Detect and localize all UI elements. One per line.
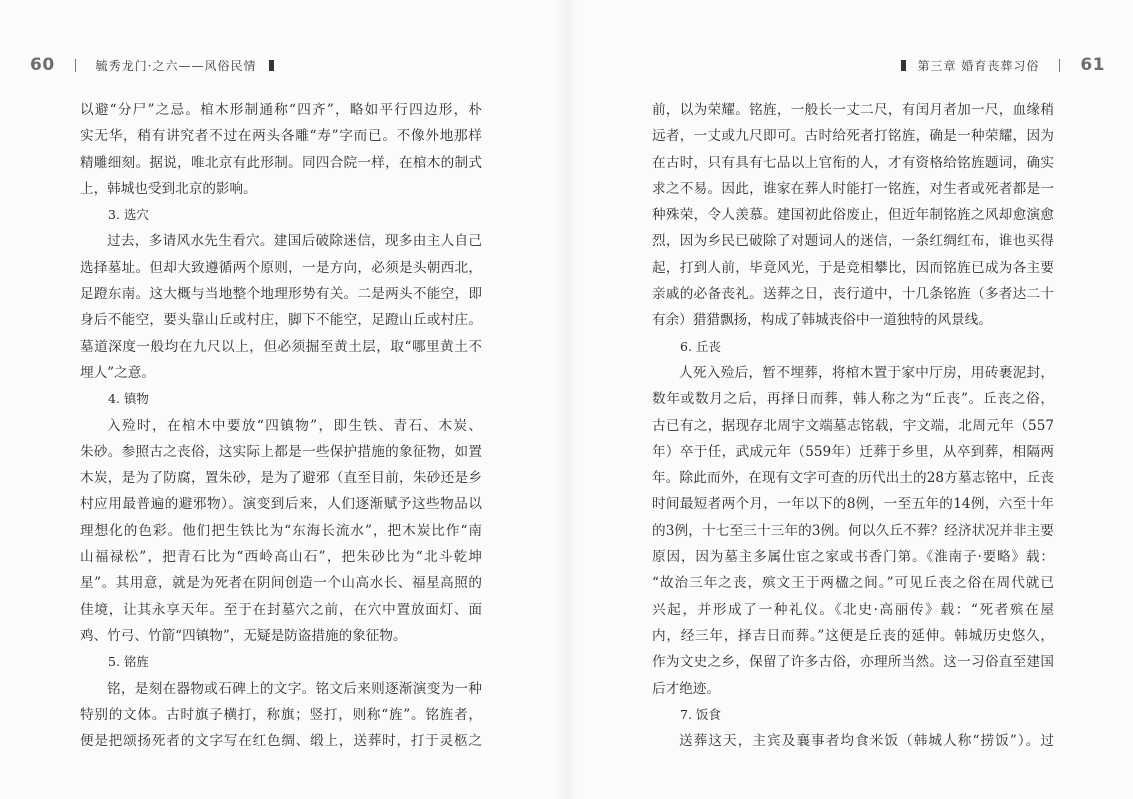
text-line: 后才绝迹。 bbox=[652, 680, 720, 697]
right-page-body bbox=[652, 97, 1054, 754]
text-line: “故治三年之丧，殡文王于两楹之间。”可见丘丧之俗在周代就已 bbox=[652, 575, 1054, 592]
text-line: 亲戚的必备丧礼。送葬之日，丧行道中，十几条铭旌（多者达二十 bbox=[652, 286, 1054, 303]
section-heading: 5. 铭旌 bbox=[108, 654, 149, 670]
text-line: 过去，多请风水先生看穴。建国后破除迷信，现多由主人自己 bbox=[107, 233, 482, 250]
text-line: 有余）猎猎飘扬，构成了韩城丧俗中一道独特的风景线。 bbox=[652, 312, 992, 329]
left-page-body bbox=[80, 97, 482, 754]
text-line: 铭，是刻在器物或石碑上的文字。铭文后来则逐渐演变为一种 bbox=[107, 680, 482, 697]
left-page-number: 60 bbox=[30, 55, 55, 75]
text-line: 星”。其用意，就是为死者在阴间创造一个山高水长、福星高照的 bbox=[80, 575, 482, 592]
text-line: 的3例，十七至三十三年的3例。何以久丘不葬？经济状况并非主要 bbox=[652, 522, 1054, 539]
text-line: 原因，因为墓主多属仕宦之家或书香门第。《淮南子·要略》载： bbox=[652, 549, 1054, 566]
section-heading: 3. 选穴 bbox=[108, 207, 149, 223]
text-line: 人死入殓后，暂不埋葬，将棺木置于家中厅房，用砖裹泥封， bbox=[679, 364, 1054, 381]
right-page-number: 61 bbox=[1080, 55, 1105, 75]
right-running-title: 第三章 婚育丧葬习俗 bbox=[917, 58, 1040, 73]
text-line: 入殓时，在棺木中要放“四镇物”，即生铁、青石、木炭、 bbox=[107, 417, 482, 434]
left-running-title: 毓秀龙门·之六——风俗民情 bbox=[95, 58, 257, 73]
text-line: 山福禄松”，把青石比为“西岭高山石”，把朱砂比为“北斗乾坤 bbox=[80, 549, 482, 566]
header-separator bbox=[1059, 59, 1060, 72]
text-line: 便是把颂扬死者的文字写在红色绸、缎上，送葬时，打于灵柩之 bbox=[80, 733, 482, 750]
right-running-header bbox=[901, 50, 1106, 80]
text-line: 佳境，让其永享天年。至于在封墓穴之前，在穴中置放面灯、面 bbox=[80, 601, 482, 618]
text-line: 足蹬东南。这大概与当地整个地理形势有关。二是两头不能空，即 bbox=[80, 286, 482, 303]
section-heading: 7. 饭食 bbox=[680, 706, 721, 722]
text-line: 在古时，只有具有七品以上官衔的人，才有资格给铭旌题词，确实 bbox=[652, 154, 1054, 171]
right-page bbox=[566, 0, 1133, 799]
text-line: 年。除此而外，在现有文字可查的历代出土的28方墓志铭中，丘丧 bbox=[652, 470, 1054, 487]
text-line: 远者，一丈或九尺即可。古时给死者打铭旌，确是一种荣耀，因为 bbox=[652, 128, 1054, 145]
text-line: 精雕细刻。据说，唯北京有此形制。同四合院一样，在棺木的制式 bbox=[80, 154, 482, 171]
text-line: 实无华，稍有讲究者不过在两头各雕“寿”字而已。不像外地那样 bbox=[80, 128, 482, 145]
text-line: 古已有之，据现存北周宇文端墓志铭载，宇文端，北周元年（557 bbox=[652, 417, 1054, 434]
text-line: 埋人”之意。 bbox=[80, 364, 155, 381]
text-line: 烈，因为乡民已破除了对题词人的迷信，一条红绸红布，谁也买得 bbox=[652, 233, 1054, 250]
text-line: 作为文史之乡，保留了许多古俗，亦理所当然。这一习俗直至建国 bbox=[652, 654, 1054, 671]
text-line: 村应用最普遍的避邪物）。演变到后来，人们逐渐赋予这些物品以 bbox=[80, 496, 482, 513]
text-line: 前，以为荣耀。铭旌，一般长一丈二尺，有闰月者加一尺，血缘稍 bbox=[652, 102, 1054, 118]
text-line: 时间最短者两个月，一年以下的8例，一至五年的14例，六至十年 bbox=[652, 496, 1054, 513]
left-page bbox=[0, 0, 566, 799]
text-line: 起，打到人前，毕竟风光，于是竞相攀比，因而铭旌已成为各主要 bbox=[652, 259, 1054, 276]
text-line: 鸡、竹弓、竹箭“四镇物”，无疑是防盗措施的象征物。 bbox=[80, 627, 407, 644]
header-block-mark bbox=[901, 60, 906, 71]
text-line: 墓道深度一般均在九尺以上，但必须掘至黄土层，取“哪里黄土不 bbox=[80, 338, 482, 355]
section-heading: 4. 镇物 bbox=[108, 391, 149, 407]
text-line: 上，韩城也受到北京的影响。 bbox=[80, 180, 257, 197]
header-block-mark bbox=[269, 60, 274, 71]
text-line: 数年或数月之后，再择日而葬，韩人称之为“丘丧”。丘丧之俗， bbox=[652, 391, 1054, 408]
text-line: 以避“分尸”之忌。棺木形制通称“四齐”，略如平行四边形，朴 bbox=[80, 102, 482, 118]
text-line: 木炭，是为了防腐，置朱砂，是为了避邪（直至目前，朱砂还是乡 bbox=[80, 470, 482, 487]
left-running-header bbox=[30, 50, 274, 80]
text-line: 年）卒于任，武成元年（559年）迁葬于乡里，从卒到葬，相隔两 bbox=[652, 443, 1054, 460]
section-heading: 6. 丘丧 bbox=[680, 338, 721, 354]
text-line: 内，经三年，择吉日而葬。”这便是丘丧的延伸。韩城历史悠久， bbox=[652, 627, 1054, 644]
text-line: 特别的文体。古时旗子横打，称旗；竖打，则称“旌”。铭旌者， bbox=[80, 706, 482, 723]
text-line: 理想化的色彩。他们把生铁比为“东海长流水”，把木炭比作“南 bbox=[80, 522, 482, 539]
text-line: 朱砂。参照古之丧俗，这实际上都是一些保护措施的象征物，如置 bbox=[80, 443, 482, 460]
text-line: 兴起，并形成了一种礼仪。《北史·高丽传》载：“死者殡在屋 bbox=[652, 601, 1054, 618]
text-line: 求之不易。因此，谁家在葬人时能打一铭旌，对生者或死者都是一 bbox=[652, 180, 1054, 197]
text-line: 选择墓址。但却大致遵循两个原则，一是方向，必须是头朝西北， bbox=[80, 259, 482, 276]
text-line: 种殊荣，令人羡慕。建国初此俗废止，但近年制铭旌之风却愈演愈 bbox=[652, 207, 1054, 224]
text-line: 身后不能空，要头靠山丘或村庄，脚下不能空，足蹬山丘或村庄。 bbox=[80, 312, 482, 329]
header-separator bbox=[75, 59, 76, 72]
text-line: 送葬这天，主宾及襄事者均食米饭（韩城人称“捞饭”）。过 bbox=[679, 733, 1054, 750]
